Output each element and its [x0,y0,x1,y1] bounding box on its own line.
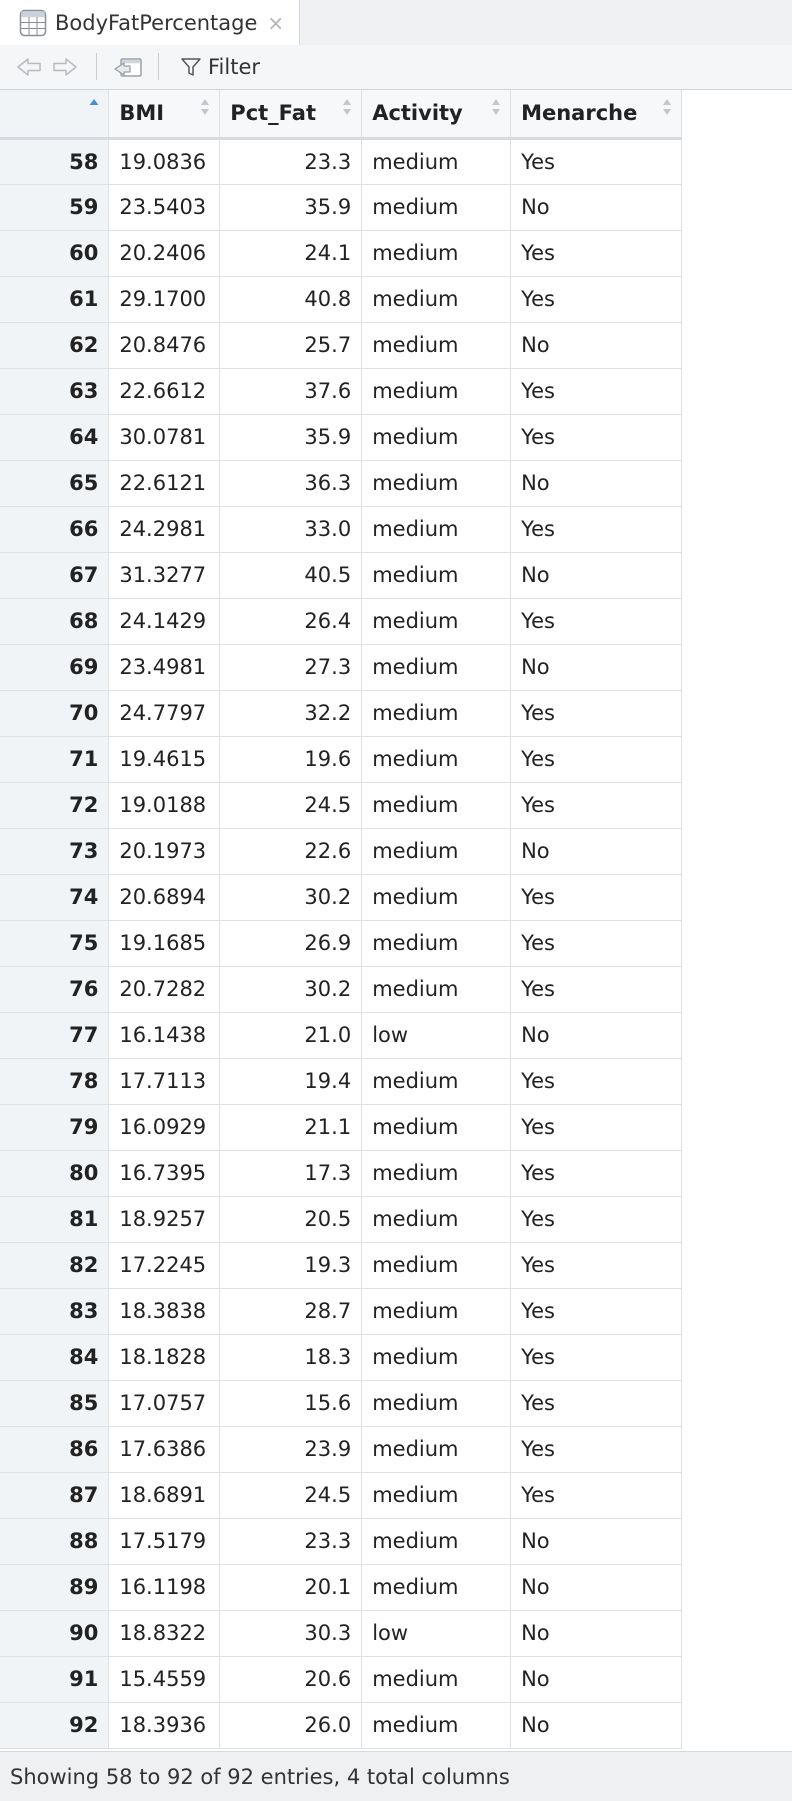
table-row [0,276,682,322]
menarche-cell: Yes [511,138,682,184]
data-grid [0,90,682,1749]
activity-cell: medium [362,1104,511,1150]
table-row [0,966,682,1012]
row-index-cell: 81 [0,1196,109,1242]
pct-fat-cell: 17.3 [220,1150,362,1196]
pct-fat-cell: 24.5 [220,782,362,828]
menarche-cell: Yes [511,1242,682,1288]
column-header-bmi[interactable] [109,90,220,138]
bmi-cell: 20.2406 [109,230,220,276]
menarche-cell: Yes [511,598,682,644]
bmi-cell: 20.1973 [109,828,220,874]
bmi-cell: 20.8476 [109,322,220,368]
activity-cell: medium [362,1472,511,1518]
row-index-cell: 59 [0,184,109,230]
bmi-cell: 19.1685 [109,920,220,966]
bmi-cell: 18.6891 [109,1472,220,1518]
pct-fat-cell: 15.6 [220,1380,362,1426]
activity-cell: medium [362,828,511,874]
row-index-cell: 61 [0,276,109,322]
menarche-cell: Yes [511,1058,682,1104]
pct-fat-cell: 35.9 [220,184,362,230]
activity-cell: medium [362,1150,511,1196]
table-row [0,1610,682,1656]
sort-arrows-icon [662,98,672,116]
row-index-cell: 87 [0,1472,109,1518]
activity-cell: medium [362,414,511,460]
row-index-cell: 88 [0,1518,109,1564]
toolbar-divider [158,53,159,80]
row-index-cell: 79 [0,1104,109,1150]
menarche-cell: No [511,322,682,368]
table-row [0,736,682,782]
pct-fat-cell: 30.3 [220,1610,362,1656]
row-index-cell: 71 [0,736,109,782]
bmi-cell: 18.9257 [109,1196,220,1242]
pct-fat-cell: 30.2 [220,874,362,920]
pct-fat-cell: 36.3 [220,460,362,506]
row-index-cell: 80 [0,1150,109,1196]
column-header-activity[interactable] [362,90,511,138]
menarche-cell: Yes [511,506,682,552]
table-row [0,460,682,506]
column-header-label: Pct_Fat [230,101,316,126]
tab-title: BodyFatPercentage [55,10,258,35]
table-row [0,1702,682,1748]
row-index-cell: 64 [0,414,109,460]
bmi-cell: 19.0836 [109,138,220,184]
bmi-cell: 19.0188 [109,782,220,828]
back-arrow-icon [16,56,42,78]
row-index-cell: 62 [0,322,109,368]
pct-fat-cell: 35.9 [220,414,362,460]
table-row [0,1656,682,1702]
menarche-cell: Yes [511,1334,682,1380]
table-row [0,1196,682,1242]
menarche-cell: Yes [511,1150,682,1196]
activity-cell: medium [362,966,511,1012]
row-index-cell: 84 [0,1334,109,1380]
row-index-cell: 92 [0,1702,109,1748]
activity-cell: medium [362,460,511,506]
menarche-cell: Yes [511,1380,682,1426]
table-row [0,874,682,920]
pct-fat-cell: 23.3 [220,138,362,184]
activity-cell: medium [362,1288,511,1334]
menarche-cell: Yes [511,368,682,414]
status-text: Showing 58 to 92 of 92 entries, 4 total columns [10,1764,510,1789]
close-icon[interactable]: × [267,10,285,35]
activity-cell: medium [362,1242,511,1288]
row-index-cell: 86 [0,1426,109,1472]
row-index-cell: 89 [0,1564,109,1610]
bmi-cell: 23.4981 [109,644,220,690]
sort-arrows-icon [491,98,501,116]
bmi-cell: 18.8322 [109,1610,220,1656]
column-header-label: Menarche [521,101,638,126]
table-row [0,1058,682,1104]
pct-fat-cell: 19.3 [220,1242,362,1288]
row-index-cell: 91 [0,1656,109,1702]
row-index-cell: 78 [0,1058,109,1104]
activity-cell: medium [362,1518,511,1564]
table-row [0,920,682,966]
pct-fat-cell: 20.1 [220,1564,362,1610]
menarche-cell: No [511,184,682,230]
pct-fat-cell: 25.7 [220,322,362,368]
pct-fat-cell: 24.5 [220,1472,362,1518]
menarche-cell: Yes [511,230,682,276]
show-in-window-button[interactable] [113,53,143,81]
pct-fat-cell: 18.3 [220,1334,362,1380]
bmi-cell: 22.6612 [109,368,220,414]
pct-fat-cell: 19.4 [220,1058,362,1104]
bmi-cell: 15.4559 [109,1656,220,1702]
activity-cell: medium [362,368,511,414]
toolbar [0,45,792,90]
toolbar-divider [96,53,97,80]
menarche-cell: Yes [511,1472,682,1518]
table-row [0,1426,682,1472]
pct-fat-cell: 19.6 [220,736,362,782]
menarche-cell: No [511,1656,682,1702]
bmi-cell: 18.3838 [109,1288,220,1334]
activity-cell: medium [362,920,511,966]
table-row [0,1518,682,1564]
row-index-cell: 66 [0,506,109,552]
table-row [0,552,682,598]
row-index-cell: 58 [0,138,109,184]
table-icon [19,9,47,37]
row-index-cell: 60 [0,230,109,276]
column-header-pct-fat[interactable] [220,90,362,138]
table-row [0,230,682,276]
sort-arrows-icon [342,98,352,116]
menarche-cell: Yes [511,414,682,460]
table-row [0,1242,682,1288]
bmi-cell: 16.7395 [109,1150,220,1196]
table-row [0,644,682,690]
row-index-cell: 69 [0,644,109,690]
bmi-cell: 24.1429 [109,598,220,644]
table-row [0,598,682,644]
tab-strip [0,0,792,46]
row-index-cell: 70 [0,690,109,736]
menarche-cell: No [511,1518,682,1564]
bmi-cell: 17.2245 [109,1242,220,1288]
bmi-cell: 30.0781 [109,414,220,460]
back-button[interactable] [16,53,42,81]
bmi-cell: 23.5403 [109,184,220,230]
activity-cell: medium [362,1702,511,1748]
bmi-cell: 18.1828 [109,1334,220,1380]
sort-arrows-icon [200,98,210,116]
table-row [0,1564,682,1610]
menarche-cell: No [511,1702,682,1748]
menarche-cell: Yes [511,690,682,736]
bmi-cell: 16.1438 [109,1012,220,1058]
pct-fat-cell: 26.4 [220,598,362,644]
activity-cell: medium [362,184,511,230]
pct-fat-cell: 20.5 [220,1196,362,1242]
table-row [0,184,682,230]
row-index-cell: 65 [0,460,109,506]
table-row [0,1012,682,1058]
activity-cell: medium [362,1380,511,1426]
bmi-cell: 29.1700 [109,276,220,322]
pct-fat-cell: 27.3 [220,644,362,690]
row-index-cell: 67 [0,552,109,598]
bmi-cell: 17.5179 [109,1518,220,1564]
data-table [0,90,682,1749]
column-header-label: Activity [372,101,463,126]
bmi-cell: 16.0929 [109,1104,220,1150]
pct-fat-cell: 33.0 [220,506,362,552]
status-bar [0,1751,792,1801]
row-index-cell: 83 [0,1288,109,1334]
activity-cell: medium [362,690,511,736]
activity-cell: medium [362,1564,511,1610]
activity-cell: medium [362,276,511,322]
activity-cell: medium [362,1426,511,1472]
menarche-cell: No [511,552,682,598]
row-index-cell: 82 [0,1242,109,1288]
menarche-cell: No [511,1610,682,1656]
pct-fat-cell: 21.1 [220,1104,362,1150]
filter-icon [180,56,202,78]
table-row [0,322,682,368]
bmi-cell: 31.3277 [109,552,220,598]
table-row [0,1104,682,1150]
table-row [0,506,682,552]
forward-arrow-icon [52,56,78,78]
table-row [0,368,682,414]
bmi-cell: 17.7113 [109,1058,220,1104]
row-index-cell: 90 [0,1610,109,1656]
bmi-cell: 20.7282 [109,966,220,1012]
show-in-window-icon [113,55,143,79]
table-row [0,414,682,460]
menarche-cell: Yes [511,1104,682,1150]
activity-cell: medium [362,874,511,920]
row-index-cell: 75 [0,920,109,966]
table-row [0,782,682,828]
table-row [0,690,682,736]
activity-cell: medium [362,1196,511,1242]
pct-fat-cell: 23.9 [220,1426,362,1472]
column-header-menarche[interactable] [511,90,682,138]
bmi-cell: 20.6894 [109,874,220,920]
menarche-cell: Yes [511,1426,682,1472]
row-index-cell: 74 [0,874,109,920]
menarche-cell: Yes [511,1288,682,1334]
menarche-cell: No [511,460,682,506]
activity-cell: medium [362,322,511,368]
activity-cell: low [362,1610,511,1656]
menarche-cell: Yes [511,276,682,322]
activity-cell: medium [362,1334,511,1380]
pct-fat-cell: 26.9 [220,920,362,966]
row-index-cell: 85 [0,1380,109,1426]
table-row [0,828,682,874]
menarche-cell: No [511,1564,682,1610]
forward-button[interactable] [52,53,78,81]
table-row [0,138,682,184]
activity-cell: medium [362,782,511,828]
table-row [0,1472,682,1518]
column-header-label: BMI [119,101,165,126]
table-row [0,1334,682,1380]
pct-fat-cell: 23.3 [220,1518,362,1564]
tab-bodyfatpercentage[interactable] [0,0,300,45]
pct-fat-cell: 20.6 [220,1656,362,1702]
bmi-cell: 19.4615 [109,736,220,782]
pct-fat-cell: 21.0 [220,1012,362,1058]
menarche-cell: No [511,1012,682,1058]
bmi-cell: 18.3936 [109,1702,220,1748]
filter-label: Filter [208,55,261,79]
activity-cell: medium [362,644,511,690]
row-index-cell: 63 [0,368,109,414]
menarche-cell: No [511,644,682,690]
menarche-cell: Yes [511,966,682,1012]
menarche-cell: Yes [511,1196,682,1242]
menarche-cell: Yes [511,874,682,920]
menarche-cell: Yes [511,920,682,966]
sort-asc-icon [89,98,99,116]
pct-fat-cell: 24.1 [220,230,362,276]
pct-fat-cell: 26.0 [220,1702,362,1748]
activity-cell: medium [362,230,511,276]
bmi-cell: 24.7797 [109,690,220,736]
activity-cell: medium [362,736,511,782]
filter-button[interactable] [180,53,260,81]
table-body [0,138,682,1748]
pct-fat-cell: 22.6 [220,828,362,874]
table-row [0,1150,682,1196]
menarche-cell: Yes [511,736,682,782]
bmi-cell: 17.6386 [109,1426,220,1472]
row-index-cell: 76 [0,966,109,1012]
pct-fat-cell: 30.2 [220,966,362,1012]
bmi-cell: 24.2981 [109,506,220,552]
pct-fat-cell: 28.7 [220,1288,362,1334]
row-index-cell: 77 [0,1012,109,1058]
row-index-cell: 68 [0,598,109,644]
row-index-cell: 72 [0,782,109,828]
activity-cell: medium [362,506,511,552]
activity-cell: medium [362,138,511,184]
row-index-header[interactable] [0,90,109,138]
activity-cell: medium [362,598,511,644]
activity-cell: medium [362,552,511,598]
header-row [0,90,682,138]
menarche-cell: Yes [511,782,682,828]
pct-fat-cell: 37.6 [220,368,362,414]
table-row [0,1380,682,1426]
pct-fat-cell: 40.8 [220,276,362,322]
menarche-cell: No [511,828,682,874]
table-row [0,1288,682,1334]
row-index-cell: 73 [0,828,109,874]
pct-fat-cell: 32.2 [220,690,362,736]
activity-cell: medium [362,1058,511,1104]
pct-fat-cell: 40.5 [220,552,362,598]
activity-cell: low [362,1012,511,1058]
bmi-cell: 22.6121 [109,460,220,506]
bmi-cell: 17.0757 [109,1380,220,1426]
bmi-cell: 16.1198 [109,1564,220,1610]
activity-cell: medium [362,1656,511,1702]
